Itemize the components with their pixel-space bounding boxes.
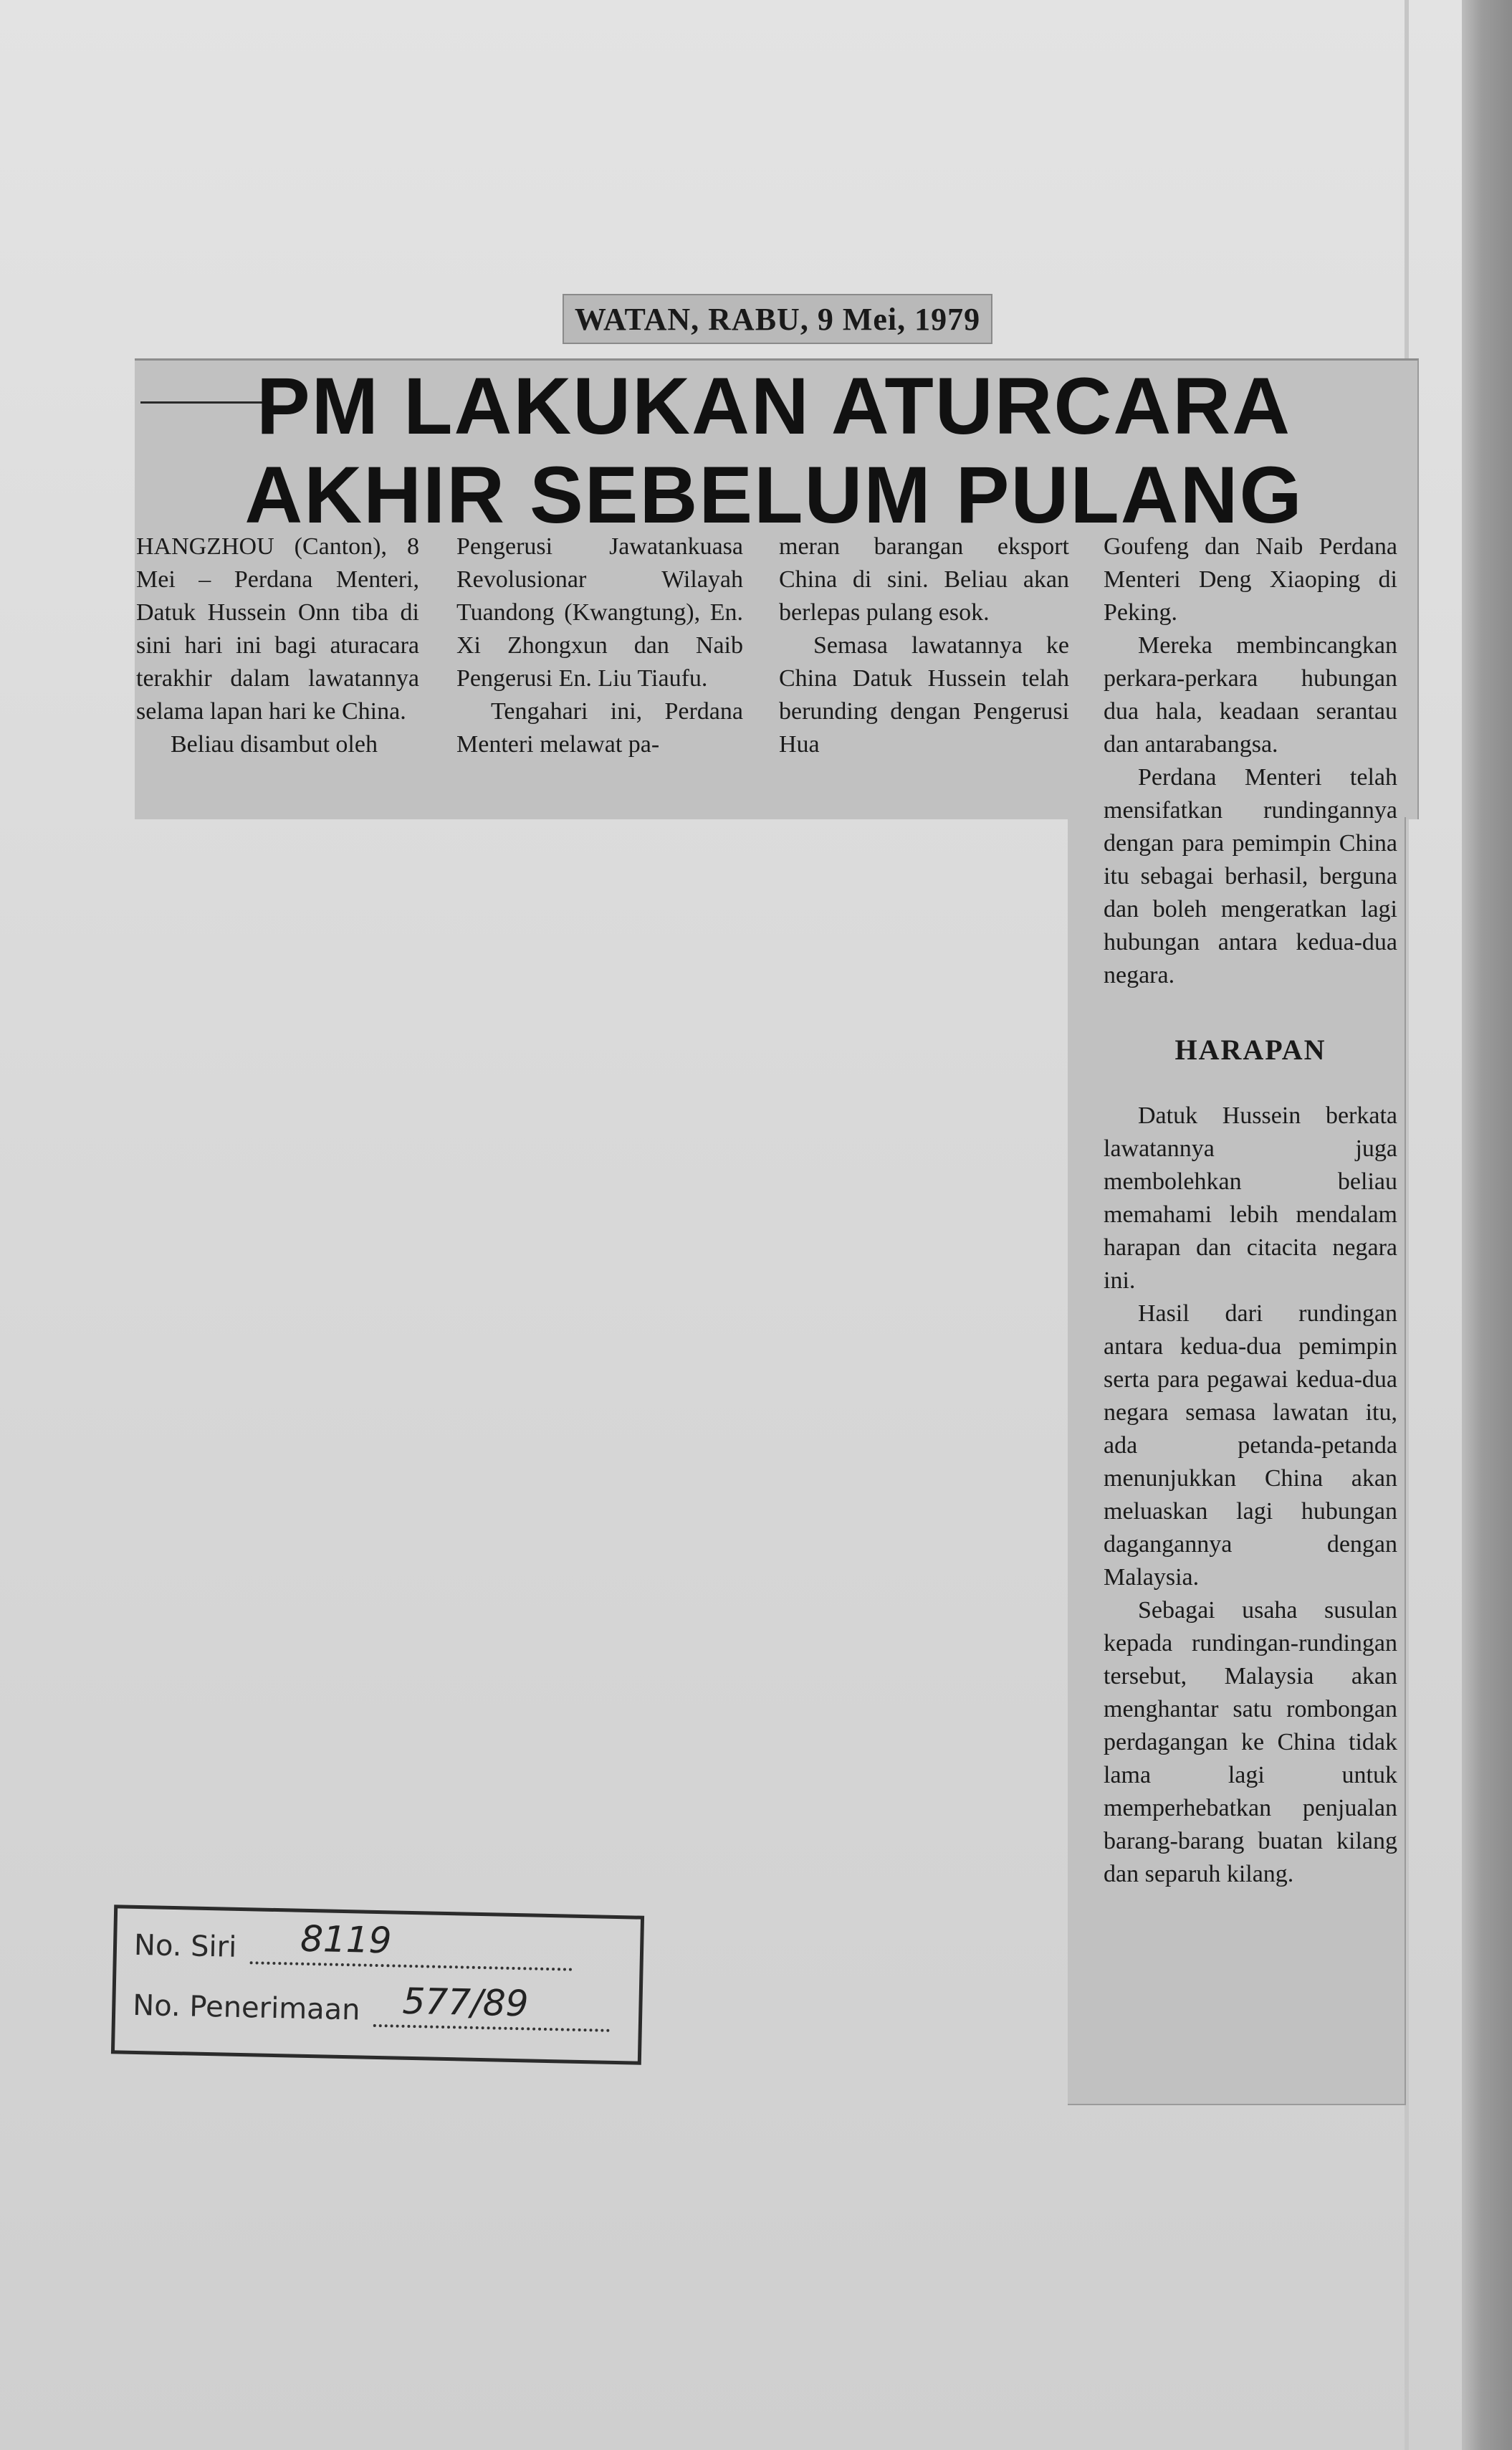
paragraph: HANGZHOU (Canton), 8 Mei – Perdana Menteri, Datuk Hussein Onn tiba di sini hari ini bagi aturacara terakhir dalam lawatannya selama lapan hari ke China. (136, 533, 419, 725)
stamp-siri-label: No. Siri (133, 1928, 237, 1964)
paragraph: Mereka membincangkan perkara-perkara hubungan dua hala, keadaan serantau dan antarabangsa. (1104, 632, 1397, 758)
dateline: WATAN, RABU, 9 Mei, 1979 (563, 294, 992, 344)
paragraph: Semasa lawatannya ke China Datuk Hussein telah berunding dengan Pengerusi Hua (779, 632, 1069, 758)
stamp-siri-value: 8119 (300, 1917, 393, 1962)
stamp-penerimaan-value: 577/89 (401, 1980, 530, 2025)
article-column-1 (136, 530, 419, 761)
paragraph: Datuk Hussein berkata lawatannya juga membolehkan beliau memahami lebih mendalam harapan dan citacita negara ini. (1104, 1102, 1397, 1294)
binding-edge (1462, 0, 1512, 2450)
stamp-penerimaan-field (373, 1980, 610, 2032)
stamp-siri-row (133, 1917, 573, 1971)
headline-line-1: PM LAKUKAN ATURCARA (256, 361, 1292, 451)
stamp-penerimaan-row (132, 1980, 611, 2032)
article-column-3 (779, 530, 1069, 761)
stamp-penerimaan-label: No. Penerimaan (132, 1988, 361, 2027)
paragraph: meran barangan eksport China di sini. Beliau akan berlepas pulang esok. (779, 533, 1069, 626)
headline (143, 362, 1405, 540)
paragraph: Sebagai usaha susulan kepada rundingan-rundingan tersebut, Malaysia akan menghantar satu rombongan perdagangan ke China tidak lama lagi untuk memperhebatkan penjualan barang-barang buatan kilang dan separuh kilang. (1104, 1597, 1397, 1887)
stamp-siri-field (249, 1917, 572, 1970)
paragraph: Hasil dari rundingan antara kedua-dua pemimpin serta para pegawai kedua-dua negara semasa lawatan itu, ada petanda-petanda menunjukkan China akan meluaskan lagi hubungan dagangannya dengan Malaysia. (1104, 1300, 1397, 1591)
paragraph: Goufeng dan Naib Perdana Menteri Deng Xiaoping di Peking. (1104, 533, 1397, 626)
subheading: HARAPAN (1174, 1034, 1326, 1066)
paragraph: Perdana Menteri telah mensifatkan rundingannya dengan para pemimpin China itu sebagai berhasil, berguna dan boleh mengeratkan lagi hubungan antara kedua-dua negara. (1104, 764, 1397, 988)
paragraph: Beliau disambut oleh (171, 731, 378, 758)
paragraph: Tengahari ini, Perdana Menteri melawat pa- (456, 698, 743, 758)
headline-line-2: AKHIR SEBELUM PULANG (244, 450, 1303, 540)
paragraph: Pengerusi Jawatankuasa Revolusionar Wilayah Tuandong (Kwangtung), En. Xi Zhongxun dan Naib Pengerusi En. Liu Tiaufu. (456, 533, 743, 692)
archive-stamp (111, 1905, 644, 2064)
article-column-4 (1104, 530, 1397, 1891)
article-column-2 (456, 530, 743, 761)
